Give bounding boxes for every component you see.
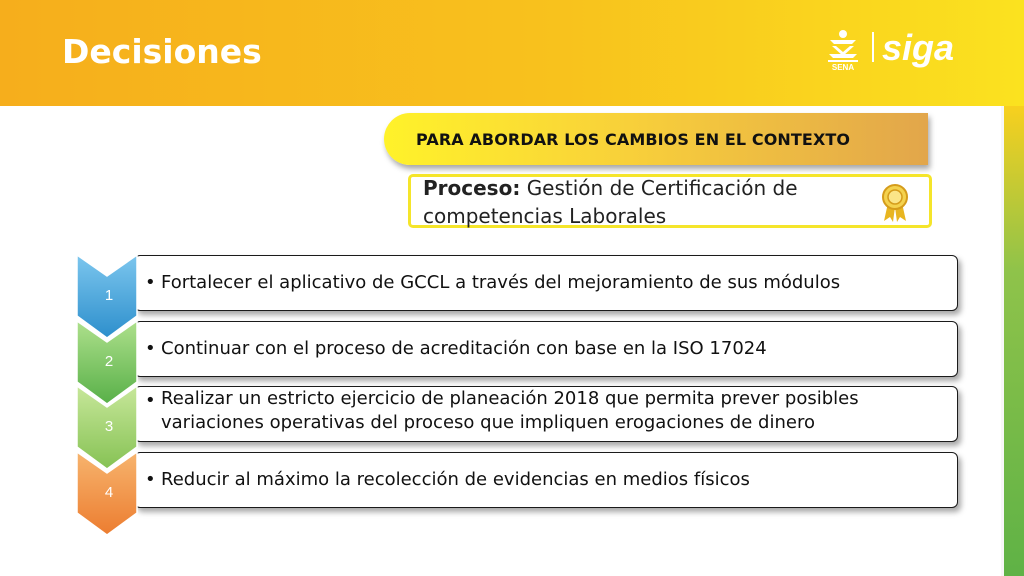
step-number: 3 [104, 418, 114, 435]
siga-wordmark: siga [882, 27, 955, 68]
header-bar [0, 0, 1024, 106]
bullet-icon: • [145, 338, 156, 359]
step-number: 4 [104, 484, 114, 501]
svg-text:SENA: SENA [831, 63, 855, 72]
list-item [134, 255, 958, 311]
process-description [423, 174, 843, 230]
item-text: Continuar con el proceso de acreditación con base en la ISO 17024 [161, 338, 767, 359]
sena-siga-logo [826, 26, 971, 72]
side-accent-bar [1004, 106, 1024, 576]
page-title: Decisiones [62, 32, 262, 71]
banner-label: PARA ABORDAR LOS CAMBIOS EN EL CONTEXTO [416, 130, 851, 149]
list-item [134, 386, 958, 442]
bullet-icon: • [145, 390, 156, 411]
bullet-icon: • [145, 469, 156, 490]
list-item [134, 321, 958, 377]
list-item [134, 452, 958, 508]
process-box [408, 174, 932, 228]
bullet-icon: • [145, 272, 156, 293]
process-label: Proceso: [423, 176, 521, 200]
process-name: Gestión de Certificación de competencias Laborales [423, 176, 798, 228]
award-ribbon-icon [879, 183, 911, 223]
context-banner [384, 113, 928, 165]
item-text: Realizar un estricto ejercicio de planeación 2018 que permita prever posibles variaciones operativas del proceso que impliquen erogaciones de dinero [161, 388, 859, 433]
item-text: Reducir al máximo la recolección de evidencias en medios físicos [161, 469, 750, 490]
step-number: 1 [104, 287, 114, 304]
step-number: 2 [104, 353, 114, 370]
item-text: Fortalecer el aplicativo de GCCL a través del mejoramiento de sus módulos [161, 272, 841, 293]
